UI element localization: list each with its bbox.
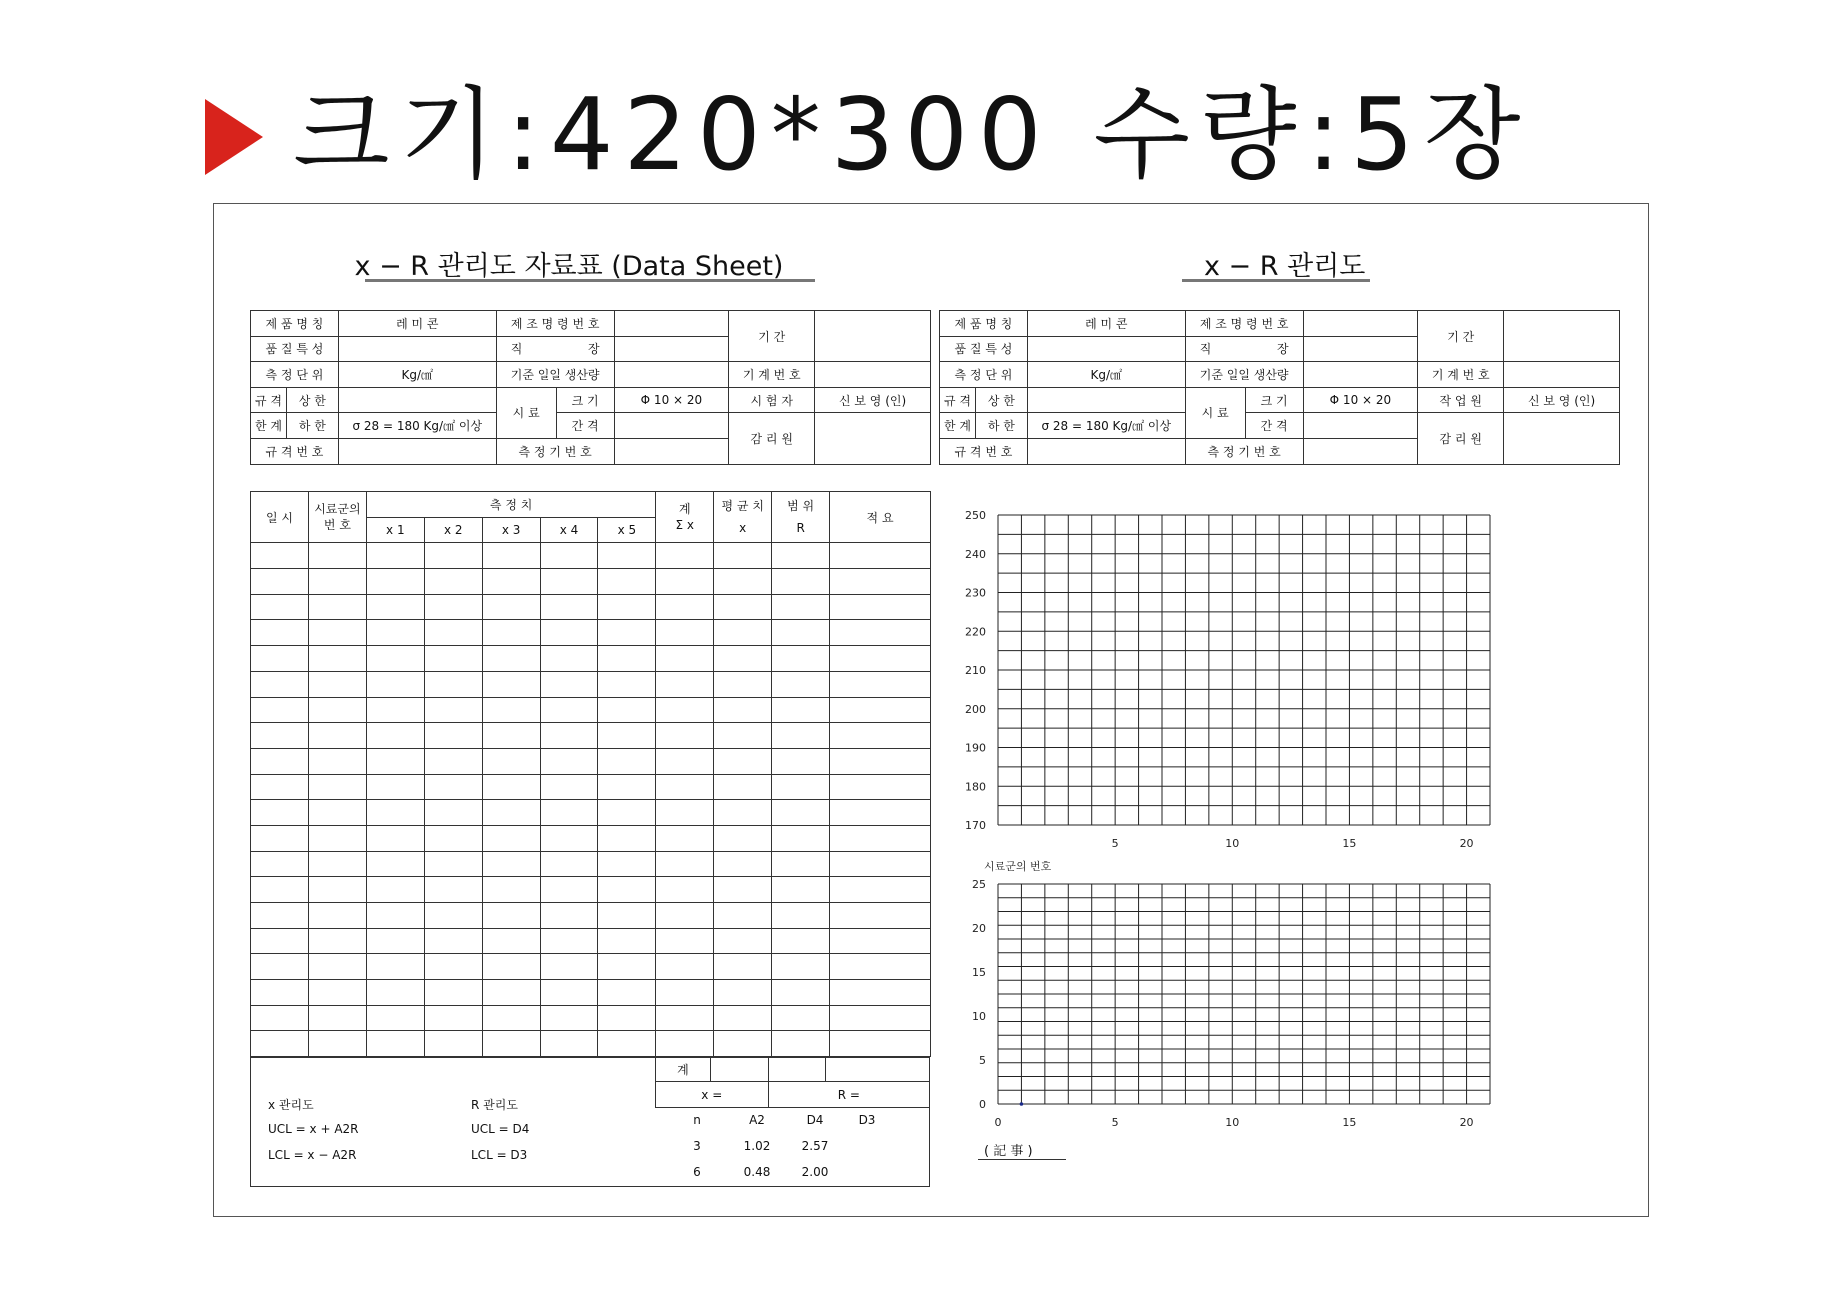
date-header: 일 시 bbox=[251, 492, 309, 543]
product-name-label: 제 품 명 칭 bbox=[940, 311, 1028, 337]
order-no-label: 제 조 명 령 번 호 bbox=[496, 311, 614, 337]
coef-header: n bbox=[693, 1113, 701, 1127]
measure-header: 측 정 치 bbox=[366, 492, 655, 518]
x-col-header: x 2 bbox=[424, 517, 482, 543]
group-header: 시료군의 번 호 bbox=[308, 492, 366, 543]
x-tick-label: 5 bbox=[1111, 837, 1119, 850]
size-value: Φ 10 × 20 bbox=[614, 387, 729, 413]
coef-header: A2 bbox=[749, 1113, 765, 1127]
size-label: 크 기 bbox=[1245, 387, 1303, 413]
size-label: 크 기 bbox=[556, 387, 614, 413]
unit-label: 측 정 단 위 bbox=[940, 362, 1028, 388]
red-triangle-icon bbox=[205, 99, 263, 175]
y-tick-label: 25 bbox=[972, 878, 986, 891]
tester-value: 신 보 영 (인) bbox=[815, 387, 931, 413]
upper-label: 상 한 bbox=[286, 387, 338, 413]
rbar-eq: R = bbox=[768, 1082, 929, 1108]
x-col-header: x 5 bbox=[598, 517, 656, 543]
unit-value: Kg/㎠ bbox=[1027, 362, 1185, 388]
total-label: 계 bbox=[656, 1058, 711, 1082]
spec-label-2: 한 계 bbox=[940, 413, 976, 439]
instrument-no-label: 측 정 기 번 호 bbox=[1185, 438, 1303, 464]
y-tick-label: 180 bbox=[965, 780, 986, 794]
spec-no-label: 규 격 번 호 bbox=[251, 438, 339, 464]
lower-value: σ 28 = 180 Kg/㎠ 이상 bbox=[1027, 413, 1185, 439]
machine-no-label: 기 계 번 호 bbox=[1418, 362, 1504, 388]
workplace-label: 직 장 bbox=[1185, 336, 1303, 362]
coef-cell: 0.48 bbox=[743, 1165, 771, 1179]
interval-label: 간 격 bbox=[556, 413, 614, 439]
x-axis-title: 시료군의 번호 bbox=[984, 860, 1052, 873]
upper-label: 상 한 bbox=[975, 387, 1027, 413]
left-title: x − R 관리도 자료표 (Data Sheet) bbox=[354, 251, 784, 282]
coef-cell: 2.57 bbox=[801, 1139, 829, 1153]
y-tick-label: 230 bbox=[965, 586, 986, 600]
workplace-label: 직 장 bbox=[496, 336, 614, 362]
lcl-x: LCL = x − A2R bbox=[268, 1148, 357, 1162]
page-title: 크기:420*300 수량:5장 bbox=[293, 76, 1531, 193]
daily-prod-label: 기준 일일 생산량 bbox=[496, 362, 614, 388]
spec-label-1: 규 격 bbox=[940, 387, 976, 413]
coef-cell: 6 bbox=[693, 1165, 701, 1179]
lower-value: σ 28 = 180 Kg/㎠ 이상 bbox=[338, 413, 496, 439]
right-title: x − R 관리도 bbox=[1204, 251, 1366, 282]
sum-header: 계 Σ x bbox=[656, 492, 714, 543]
x-col-header: x 4 bbox=[540, 517, 598, 543]
spec-no-label: 규 격 번 호 bbox=[940, 438, 1028, 464]
period-label: 기 간 bbox=[729, 311, 815, 362]
spec-label-1: 규 격 bbox=[251, 387, 287, 413]
tester-label: 시 험 자 bbox=[729, 387, 815, 413]
interval-label: 간 격 bbox=[1245, 413, 1303, 439]
coef-header: D4 bbox=[806, 1113, 824, 1127]
spec-label-2: 한 계 bbox=[251, 413, 287, 439]
y-tick-label: 200 bbox=[965, 702, 986, 716]
product-name-label: 제 품 명 칭 bbox=[251, 311, 339, 337]
lower-label: 하 한 bbox=[975, 413, 1027, 439]
supervisor-label: 감 리 원 bbox=[1418, 413, 1504, 464]
r-chart-label: R 관리도 bbox=[471, 1098, 518, 1112]
y-tick-label: 220 bbox=[965, 625, 986, 639]
coef-cell: 2.00 bbox=[801, 1165, 829, 1179]
xbar-eq: x = bbox=[656, 1082, 769, 1108]
x-col-header: x 1 bbox=[366, 517, 424, 543]
y-tick-label: 170 bbox=[965, 819, 986, 832]
lcl-r: LCL = D3 bbox=[471, 1148, 528, 1162]
x-tick-label: 10 bbox=[1225, 837, 1240, 850]
y-tick-label: 210 bbox=[965, 664, 986, 677]
x-tick-label: 20 bbox=[1459, 837, 1474, 850]
range-header: 범 위 R bbox=[772, 492, 830, 543]
data-point bbox=[1020, 1102, 1024, 1106]
x-tick-label: 0 bbox=[994, 1116, 1002, 1129]
y-tick-label: 190 bbox=[965, 741, 986, 755]
x-chart-label: x 관리도 bbox=[268, 1098, 314, 1112]
coef-header: D3 bbox=[858, 1113, 876, 1127]
x-tick-label: 10 bbox=[1225, 1116, 1240, 1129]
y-tick-label: 0 bbox=[979, 1098, 986, 1111]
control-charts bbox=[214, 204, 1650, 1218]
remark-header: 적 요 bbox=[830, 492, 931, 543]
supervisor-label: 감 리 원 bbox=[729, 413, 815, 464]
notes-underline bbox=[978, 1159, 1066, 1160]
instrument-no-label: 측 정 기 번 호 bbox=[496, 438, 614, 464]
y-tick-label: 5 bbox=[979, 1054, 986, 1067]
quality-label: 품 질 특 성 bbox=[251, 336, 339, 362]
y-tick-label: 15 bbox=[972, 966, 986, 979]
y-tick-label: 240 bbox=[965, 547, 986, 561]
x-col-header: x 3 bbox=[482, 517, 540, 543]
y-tick-label: 250 bbox=[965, 509, 986, 522]
machine-no-label: 기 계 번 호 bbox=[729, 362, 815, 388]
data-sheet bbox=[213, 203, 1649, 1217]
coef-cell: 1.02 bbox=[743, 1139, 771, 1153]
unit-label: 측 정 단 위 bbox=[251, 362, 339, 388]
ucl-x: UCL = x + A2R bbox=[268, 1122, 359, 1136]
coef-cell: 3 bbox=[693, 1139, 701, 1153]
sample-label: 시 료 bbox=[1185, 387, 1245, 438]
unit-value: Kg/㎠ bbox=[338, 362, 496, 388]
lower-label: 하 한 bbox=[286, 413, 338, 439]
order-no-label: 제 조 명 령 번 호 bbox=[1185, 311, 1303, 337]
y-tick-label: 20 bbox=[972, 922, 986, 935]
product-name-value: 레 미 콘 bbox=[1027, 311, 1185, 337]
period-label: 기 간 bbox=[1418, 311, 1504, 362]
x-tick-label: 15 bbox=[1342, 837, 1357, 850]
worker-label: 작 업 원 bbox=[1418, 387, 1504, 413]
ucl-r: UCL = D4 bbox=[471, 1122, 530, 1136]
notes-label: ( 記 事 ) bbox=[984, 1144, 1033, 1159]
mean-header: 평 균 치 x bbox=[714, 492, 772, 543]
worker-value: 신 보 영 (인) bbox=[1504, 387, 1620, 413]
x-tick-label: 15 bbox=[1342, 1116, 1357, 1129]
x-tick-label: 20 bbox=[1459, 1116, 1474, 1129]
x-tick-label: 5 bbox=[1111, 1116, 1119, 1129]
y-tick-label: 10 bbox=[972, 1010, 986, 1023]
quality-label: 품 질 특 성 bbox=[940, 336, 1028, 362]
daily-prod-label: 기준 일일 생산량 bbox=[1185, 362, 1303, 388]
sample-label: 시 료 bbox=[496, 387, 556, 438]
product-name-value: 레 미 콘 bbox=[338, 311, 496, 337]
size-value: Φ 10 × 20 bbox=[1303, 387, 1418, 413]
